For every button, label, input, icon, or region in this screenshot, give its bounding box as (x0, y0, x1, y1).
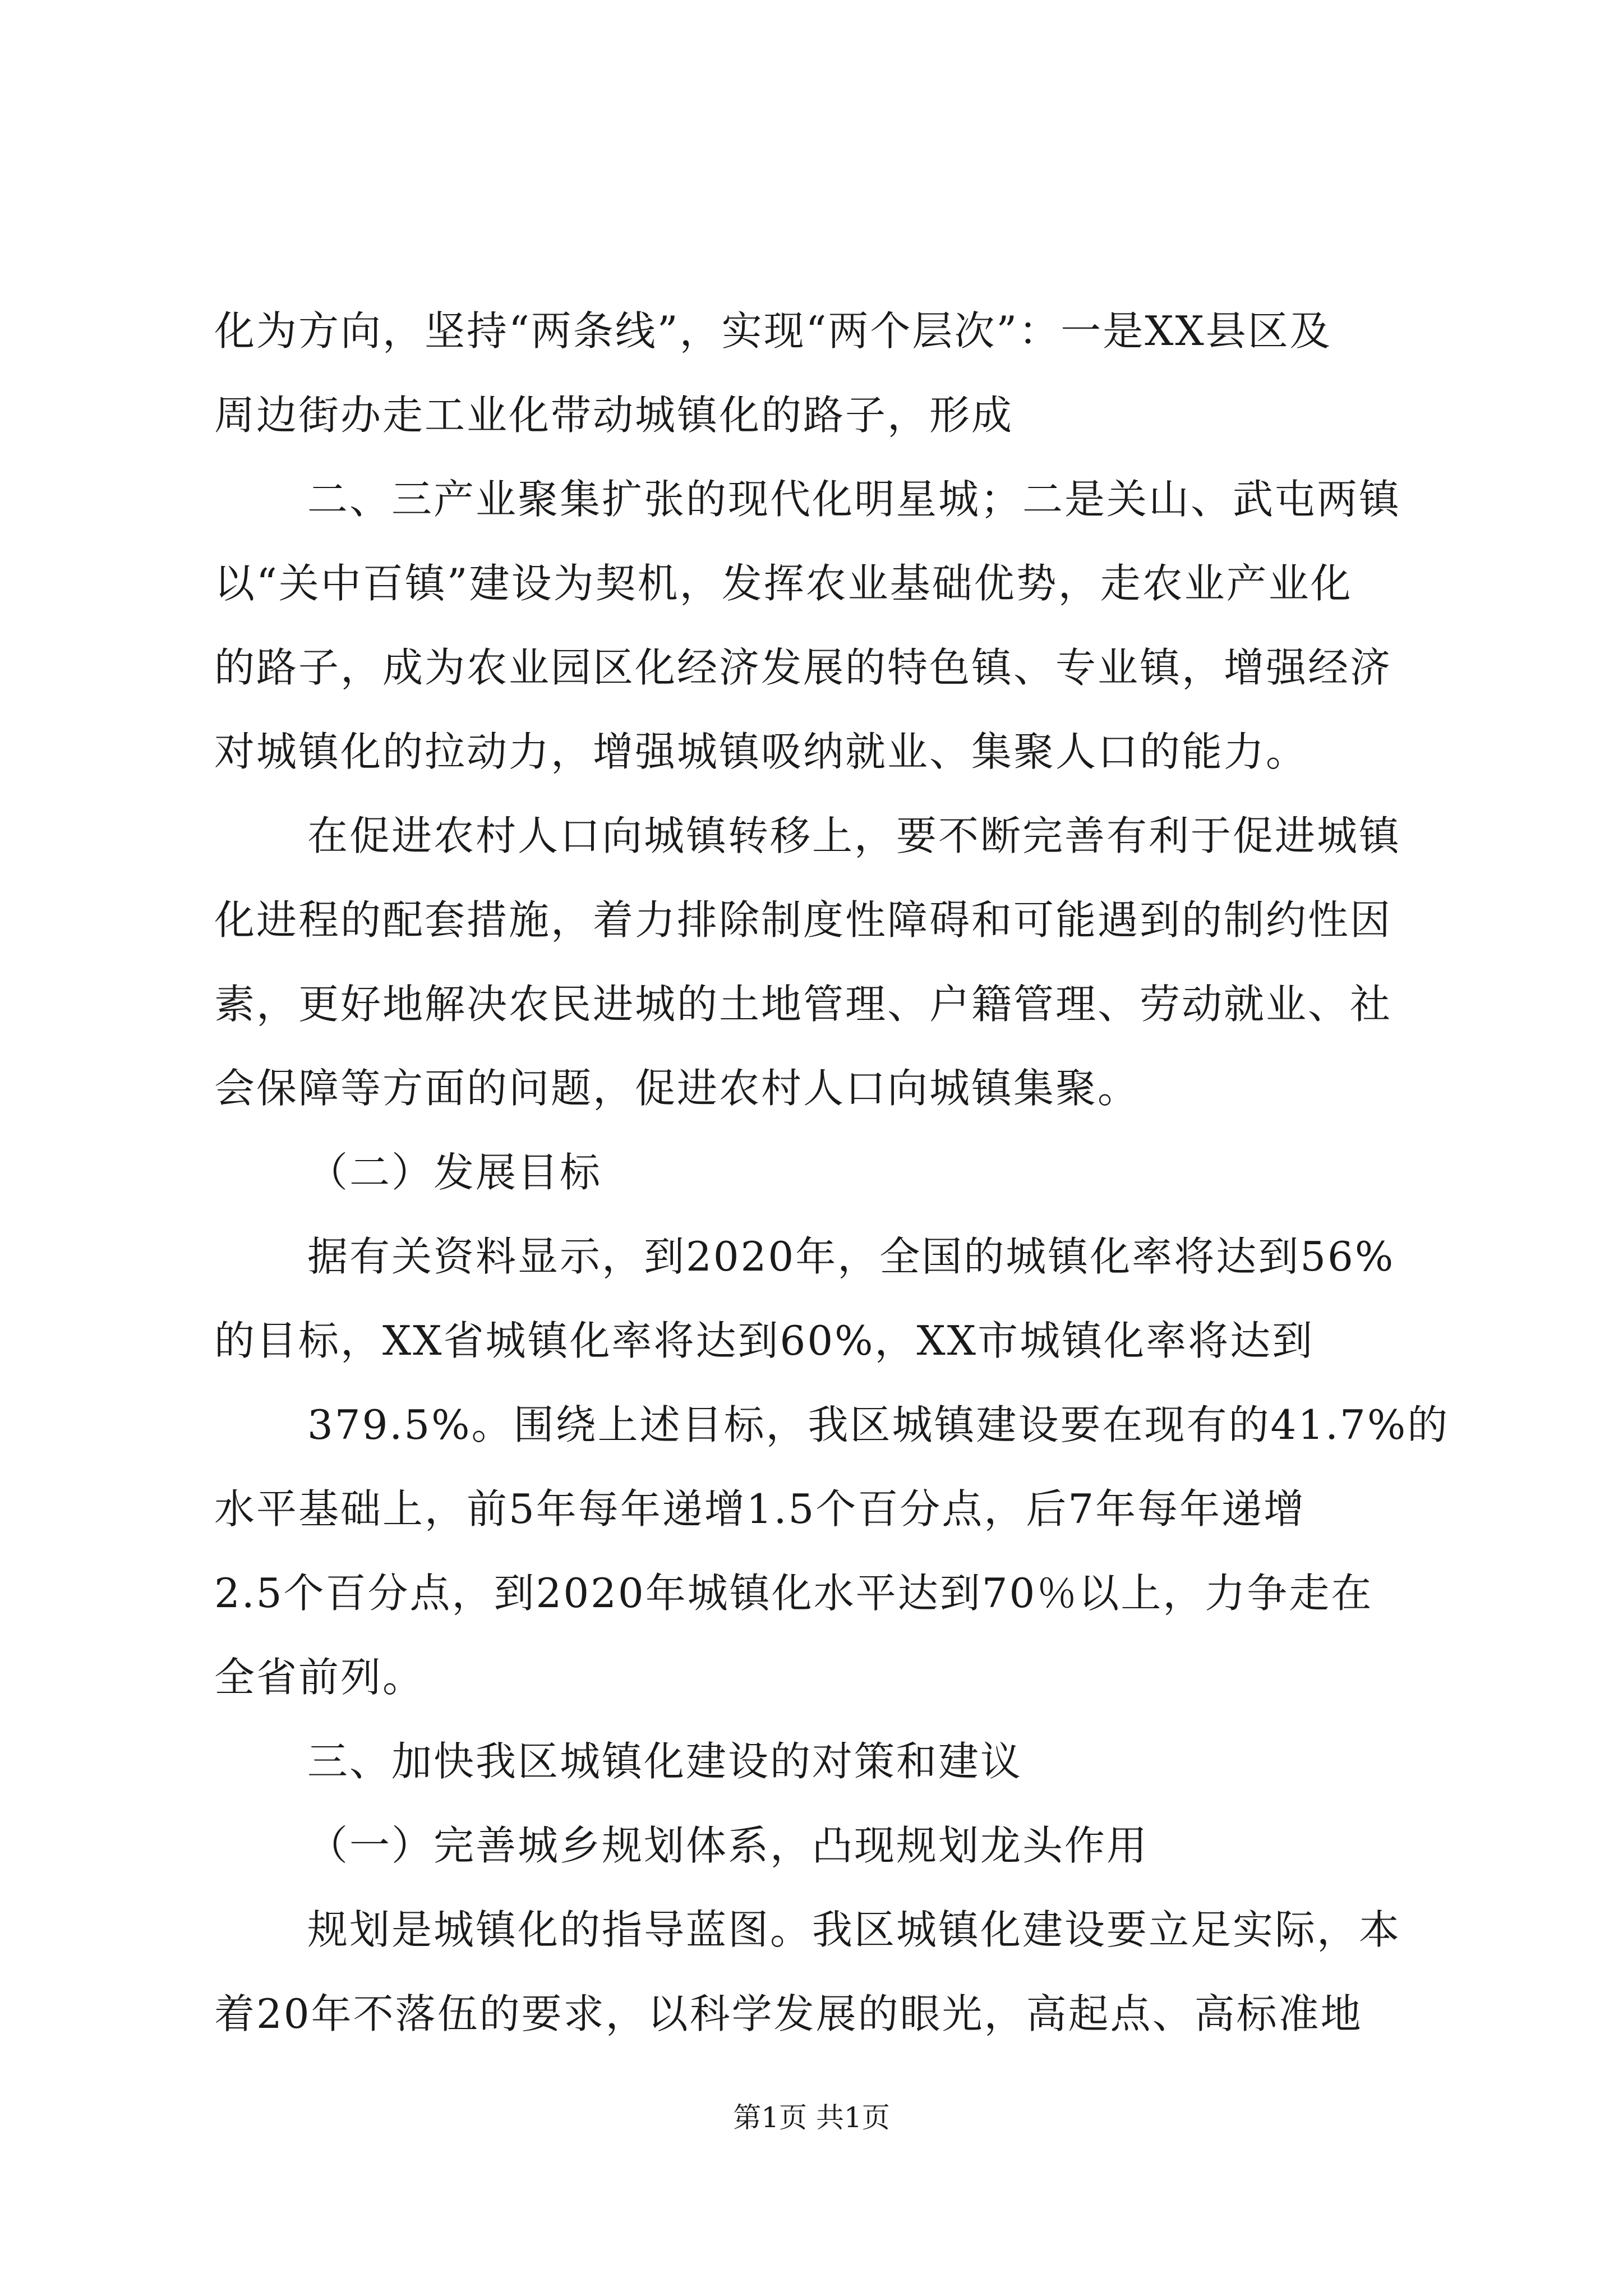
paragraph-line: 的目标，XX省城镇化率将达到60%，XX市城镇化率将达到 (214, 1317, 1315, 1364)
section-heading: （二）发展目标 (307, 1149, 602, 1196)
paragraph-line: 化进程的配套措施，着力排除制度性障碍和可能遇到的制约性因 (214, 896, 1393, 944)
paragraph-line: 对城镇化的拉动力，增强城镇吸纳就业、集聚人口的能力。 (214, 728, 1308, 775)
paragraph-line: 会保障等方面的问题，促进农村人口向城镇集聚。 (214, 1065, 1140, 1112)
paragraph-line: 周边街办走工业化带动城镇化的路子，形成 (214, 392, 1014, 439)
subsection-heading: （一）完善城乡规划体系，凸现规划龙头作用 (307, 1822, 1149, 1869)
paragraph-line: 2.5个百分点，到2020年城镇化水平达到70％以上，力争走在 (214, 1570, 1373, 1617)
paragraph-line: 化为方向，坚持“两条线”，实现“两个层次”：一是XX县区及 (214, 307, 1332, 355)
paragraph-line: 在促进农村人口向城镇转移上，要不断完善有利于促进城镇 (307, 812, 1401, 859)
paragraph-line: 据有关资料显示，到2020年，全国的城镇化率将达到56% (307, 1233, 1395, 1280)
paragraph-line: 的路子，成为农业园区化经济发展的特色镇、专业镇，增强经济 (214, 644, 1393, 691)
page-footer: 第1页 共1页 (733, 2101, 890, 2134)
paragraph-line: 水平基础上，前5年每年递增1.5个百分点，后7年每年递增 (214, 1485, 1306, 1533)
section-heading: 三、加快我区城镇化建设的对策和建议 (307, 1738, 1023, 1785)
paragraph-line: 379.5%。围绕上述目标，我区城镇建设要在现有的41.7%的 (307, 1401, 1450, 1448)
paragraph-line: 全省前列。 (214, 1654, 425, 1701)
paragraph-line: 二、三产业聚集扩张的现代化明星城；二是关山、武屯两镇 (307, 476, 1401, 523)
paragraph-line: 规划是城镇化的指导蓝图。我区城镇化建设要立足实际，本 (307, 1906, 1401, 1953)
paragraph-line: 以“关中百镇”建设为契机，发挥农业基础优势，走农业产业化 (214, 560, 1353, 607)
paragraph-line: 着20年不落伍的要求，以科学发展的眼光，高起点、高标准地 (214, 1990, 1363, 2037)
paragraph-line: 素，更好地解决农民进城的土地管理、户籍管理、劳动就业、社 (214, 981, 1393, 1028)
